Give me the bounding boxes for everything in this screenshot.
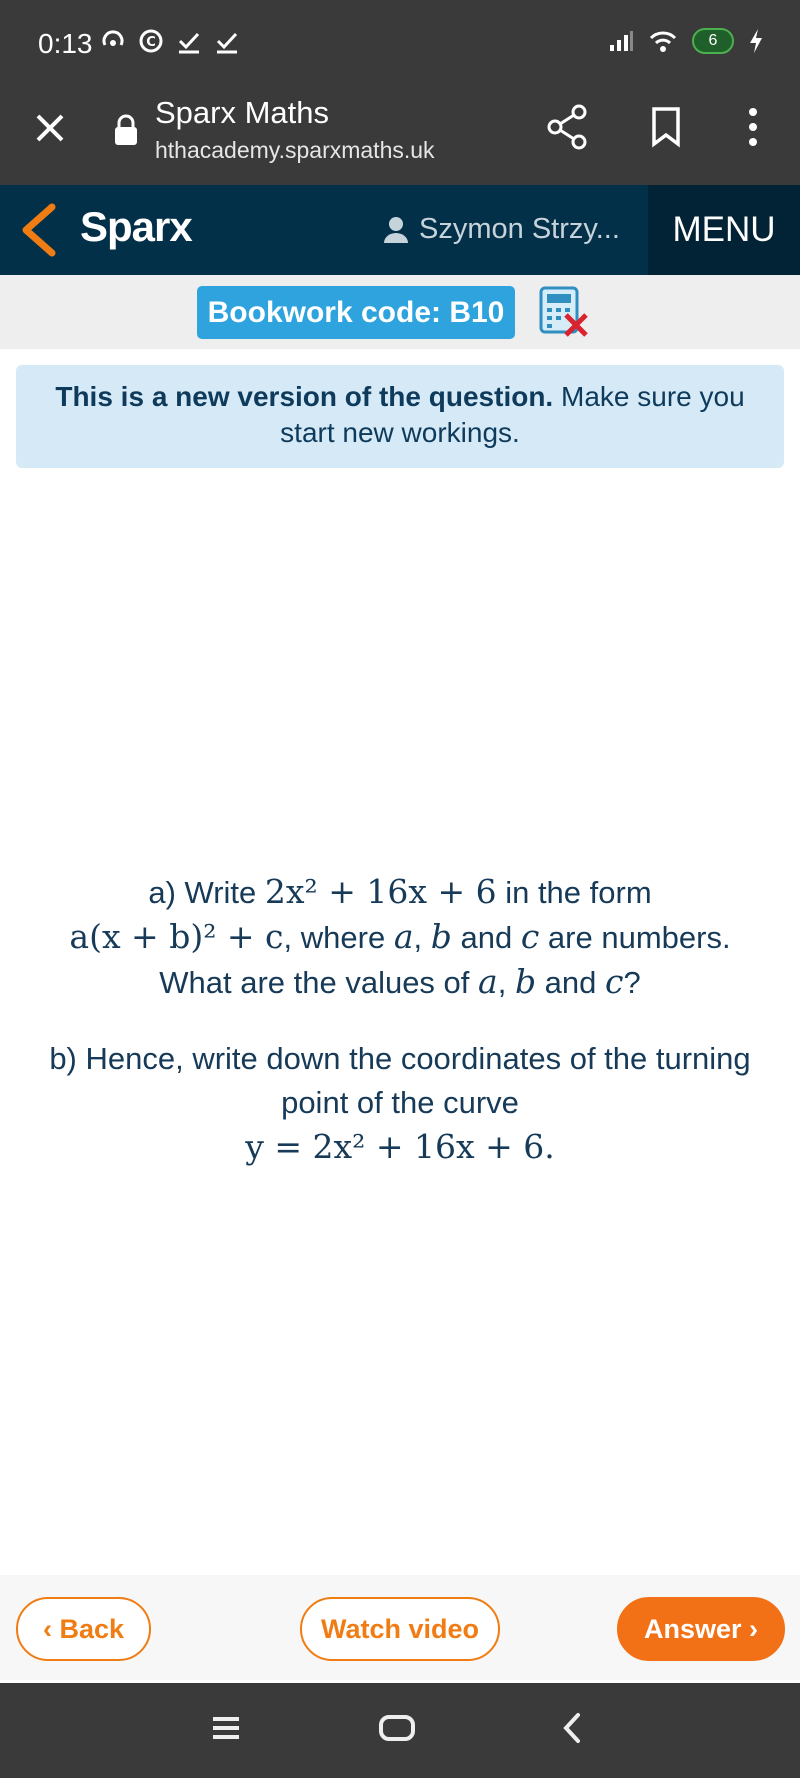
signal-icon bbox=[608, 29, 634, 53]
close-icon[interactable] bbox=[30, 108, 70, 148]
charging-icon bbox=[748, 28, 764, 54]
question-actions-bar bbox=[0, 1575, 800, 1680]
share-icon[interactable] bbox=[545, 104, 589, 150]
c-icon bbox=[138, 28, 164, 54]
question-part-a: a) Write 2x² + 16x + 6 in the form a(x + b)² + c, where a, b and c are numbers. What are the values of a, b and c? bbox=[69, 872, 731, 1001]
answer-button[interactable]: Answer › bbox=[617, 1597, 785, 1661]
browser-url[interactable]: hthacademy.sparxmaths.uk bbox=[155, 137, 435, 163]
bookmark-icon[interactable] bbox=[650, 106, 682, 148]
watch-video-button[interactable]: Watch video bbox=[300, 1597, 500, 1661]
sparx-logo[interactable]: Sparx bbox=[80, 203, 192, 250]
browser-toolbar bbox=[0, 90, 800, 185]
notice-text: Make sure you start new workings. bbox=[280, 381, 745, 448]
system-back-icon[interactable] bbox=[560, 1711, 584, 1745]
svg-text:C: C bbox=[146, 35, 156, 50]
status-time: 0:13 bbox=[38, 28, 93, 59]
download-done-icon bbox=[176, 28, 202, 54]
curve-equation: y = 2x² + 16x + 6. bbox=[245, 1127, 555, 1166]
recent-apps-icon[interactable] bbox=[210, 1713, 242, 1743]
new-version-notice bbox=[16, 365, 784, 468]
hotspot-icon bbox=[100, 28, 126, 54]
home-icon[interactable] bbox=[378, 1713, 416, 1743]
user-name: Szymon Strzy... bbox=[419, 213, 620, 245]
system-nav-bar bbox=[0, 1683, 800, 1778]
math-expression: 2x² + 16x + 6 bbox=[264, 872, 497, 911]
menu-button[interactable]: MENU bbox=[648, 185, 800, 275]
back-chevron-icon[interactable] bbox=[16, 203, 60, 257]
status-bar bbox=[0, 0, 800, 90]
bookwork-bar bbox=[0, 275, 800, 349]
notice-bold: This is a new version of the question. bbox=[55, 381, 554, 412]
more-options-icon[interactable] bbox=[745, 106, 761, 148]
browser-page-title: Sparx Maths bbox=[155, 95, 330, 130]
download-done-icon bbox=[214, 28, 240, 54]
question-text bbox=[40, 870, 760, 1169]
bookwork-code-badge: Bookwork code: B10 bbox=[197, 286, 515, 339]
question-part-b: b) Hence, write down the coordinates of the turning point of the curve y = 2x² + 16x + 6. bbox=[40, 1037, 760, 1169]
calculator-not-allowed-icon bbox=[538, 285, 590, 337]
wifi-icon bbox=[648, 28, 678, 54]
back-button[interactable]: ‹ Back bbox=[16, 1597, 151, 1661]
lock-icon bbox=[113, 114, 139, 146]
battery-icon: 6 bbox=[692, 28, 734, 54]
math-form: a(x + b)² + c bbox=[69, 917, 284, 956]
sparx-navbar bbox=[0, 185, 800, 275]
user-info[interactable] bbox=[383, 213, 620, 246]
user-icon bbox=[383, 216, 409, 244]
